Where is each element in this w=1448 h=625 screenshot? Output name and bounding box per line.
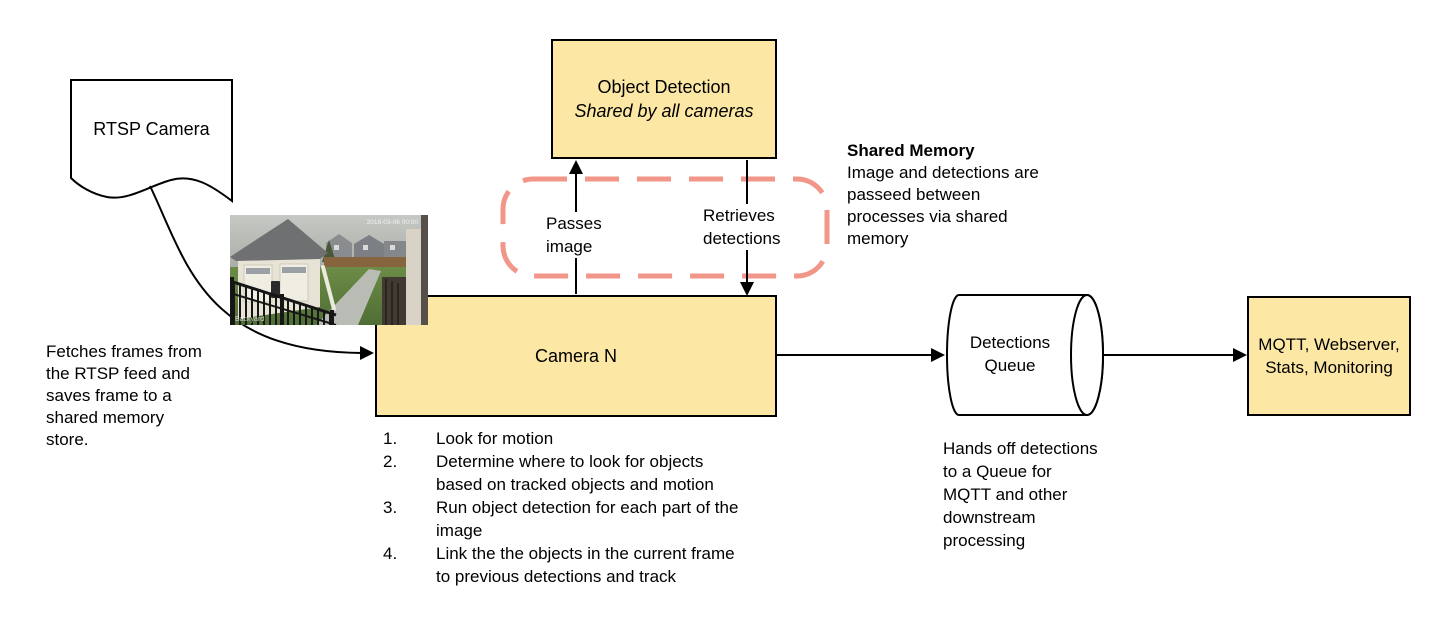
shared-memory-line: passeed between xyxy=(847,185,981,204)
step-line: Look for motion xyxy=(436,429,554,448)
shared-memory-line: Image and detections are xyxy=(847,163,1039,182)
arrowhead-retrieves-detections xyxy=(740,282,754,296)
camera-snapshot-image xyxy=(230,215,428,325)
step-line: to previous detections and track xyxy=(436,567,677,586)
detections-queue-line: Queue xyxy=(984,356,1036,375)
step-number: 4. xyxy=(383,544,398,563)
step-number: 1. xyxy=(383,429,398,448)
arrowhead-queue-to-outputs xyxy=(1233,348,1247,362)
camera-n-box xyxy=(375,295,777,417)
detections-queue-line: Detections xyxy=(969,333,1051,352)
step-line: Run object detection for each part of the xyxy=(436,498,739,517)
object-detection-subtitle: Shared by all cameras xyxy=(574,101,754,121)
fetches-note-line: store. xyxy=(46,430,89,449)
step-text xyxy=(436,450,714,496)
fetches-note-line: Fetches frames from xyxy=(46,342,202,361)
retrieves-detections-label xyxy=(701,204,783,250)
fetches-note xyxy=(46,341,236,451)
queue-note-line: MQTT and other xyxy=(943,485,1068,504)
object-detection-box xyxy=(551,39,777,159)
camera-n-label: Camera N xyxy=(534,346,618,366)
queue-note xyxy=(943,437,1133,552)
outputs-box xyxy=(1247,296,1411,416)
rtsp-camera-shape xyxy=(71,80,232,201)
step-number: 2. xyxy=(383,452,398,471)
retrieves-detections-line: Retrieves xyxy=(703,206,775,225)
step-item xyxy=(383,427,738,450)
outputs-line: MQTT, Webserver, xyxy=(1258,335,1400,354)
step-line: image xyxy=(436,521,483,540)
object-detection-title: Object Detection xyxy=(597,77,731,97)
snapshot-timestamp: 2018-03-06 00:00 xyxy=(366,219,418,226)
step-item xyxy=(383,496,738,542)
arrowhead-passes-image xyxy=(569,160,583,174)
outputs-line: Stats, Monitoring xyxy=(1265,358,1393,377)
step-line: Link the the objects in the current frame xyxy=(436,544,735,563)
step-text xyxy=(436,496,738,542)
fetches-note-line: the RTSP feed and xyxy=(46,364,190,383)
queue-note-line: to a Queue for xyxy=(943,462,1052,481)
fetches-note-line: saves frame to a xyxy=(46,386,172,405)
passes-image-line: Passes xyxy=(546,214,602,233)
snapshot-camera-name: Backyard xyxy=(235,316,265,323)
rtsp-camera-label: RTSP Camera xyxy=(93,119,210,139)
camera-n-steps-list xyxy=(383,427,738,588)
shared-memory-title: Shared Memory xyxy=(847,141,975,160)
step-item xyxy=(383,542,738,588)
detections-queue-cap xyxy=(1071,295,1103,415)
detections-queue-label xyxy=(945,331,1075,377)
shared-memory-note xyxy=(847,140,1067,250)
step-text xyxy=(436,542,735,588)
arrowhead-rtsp-to-camera xyxy=(360,346,374,360)
arrowhead-camera-to-queue xyxy=(931,348,945,362)
shared-memory-line: memory xyxy=(847,229,909,248)
step-number: 3. xyxy=(383,498,398,517)
shared-memory-line: processes via shared xyxy=(847,207,1008,226)
queue-note-line: processing xyxy=(943,531,1026,550)
step-line: based on tracked objects and motion xyxy=(436,475,714,494)
step-text xyxy=(436,427,553,450)
retrieves-detections-line: detections xyxy=(703,229,781,248)
passes-image-line: image xyxy=(546,237,593,256)
fetches-note-line: shared memory xyxy=(46,408,165,427)
step-line: Determine where to look for objects xyxy=(436,452,704,471)
passes-image-label xyxy=(544,212,604,258)
queue-note-line: Hands off detections xyxy=(943,439,1098,458)
queue-note-line: downstream xyxy=(943,508,1036,527)
step-item xyxy=(383,450,738,496)
